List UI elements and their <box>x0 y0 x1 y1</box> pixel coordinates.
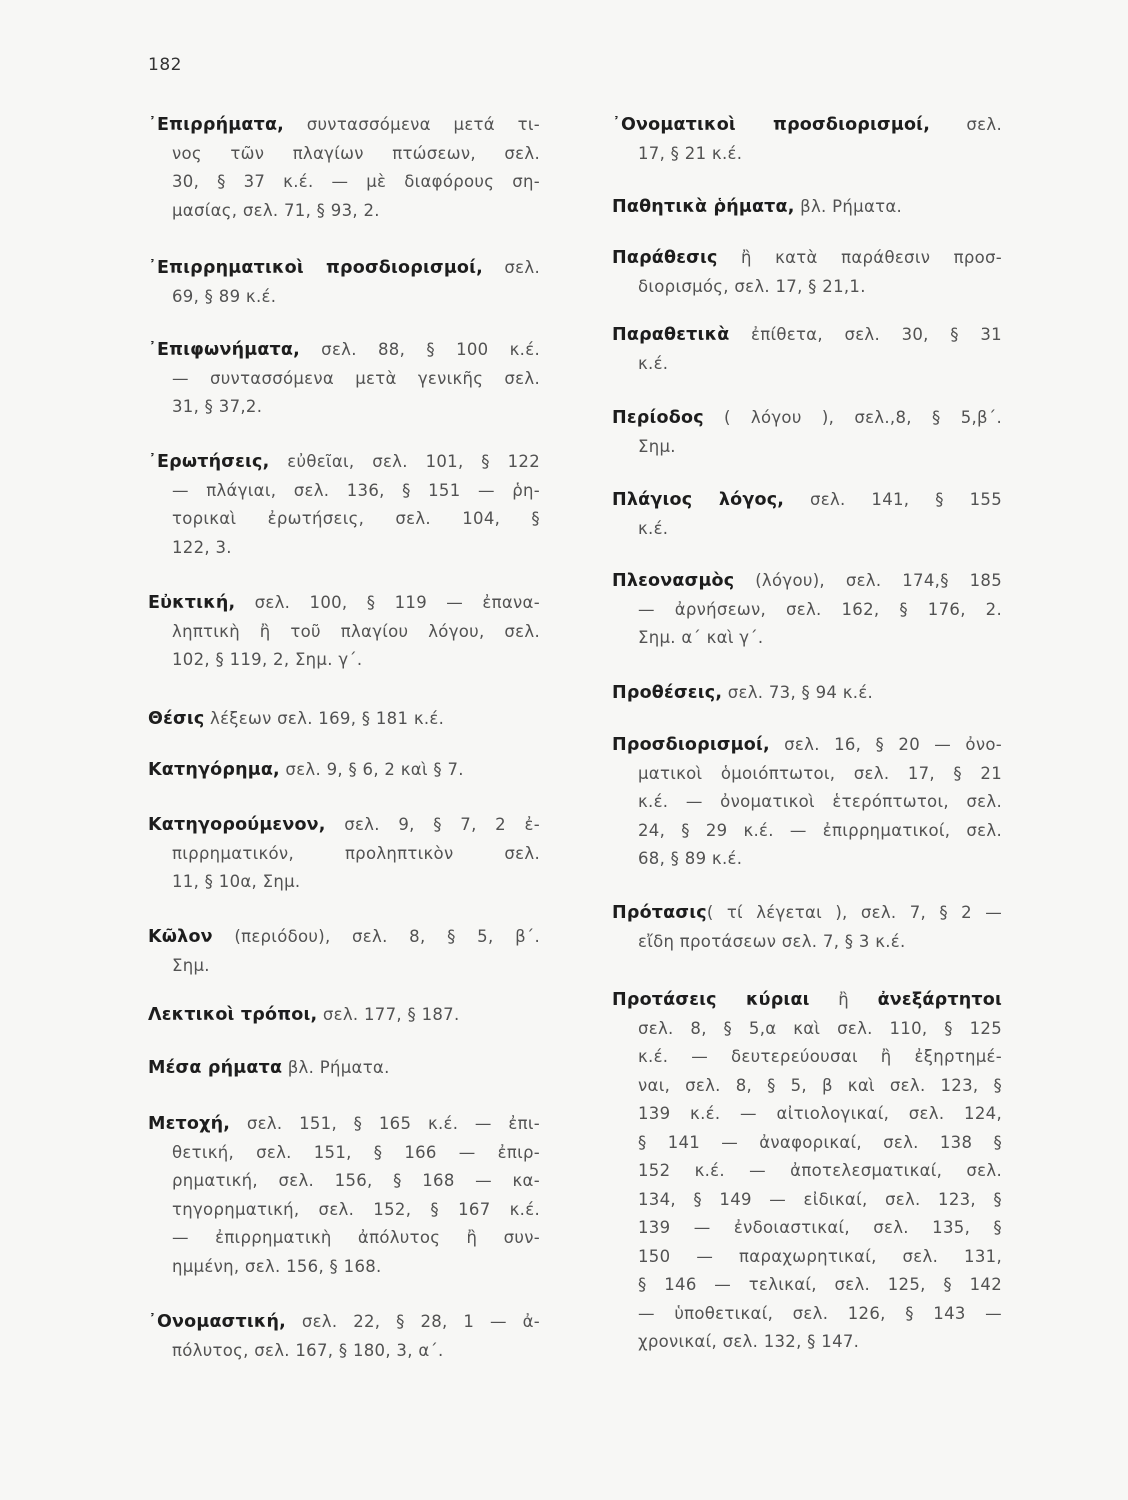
index-text: σελ. <box>930 115 1002 134</box>
index-line: σελ. 8, § 5,α καὶ σελ. 110, § 125 <box>638 1018 1002 1038</box>
index-entry <box>612 899 1002 956</box>
index-line: 68, § 89 κ.έ. <box>638 849 743 868</box>
index-line <box>148 811 540 840</box>
index-line: 31, § 37,2. <box>172 397 263 416</box>
index-headword: Προτάσεις κύριαι <box>612 990 810 1010</box>
index-line: 69, § 89 κ.έ. <box>172 286 277 306</box>
index-headword: ᾿Επιρρηματικοὶ προσδιορισμοί, <box>148 258 484 278</box>
index-text: σελ. 9, § 6, 2 καὶ § 7. <box>279 760 464 779</box>
index-entry <box>148 336 540 422</box>
index-line: 24, § 29 κ.έ. — ἐπιρρηματικοί, σελ. <box>638 820 1002 840</box>
index-entry <box>148 923 540 980</box>
index-line <box>612 486 1002 515</box>
index-line: — ἀρνήσεων, σελ. 162, § 176, 2. <box>638 599 1002 619</box>
index-text: σελ. 22, § 28, 1 — ἀ- <box>286 1312 540 1331</box>
index-column-right <box>612 0 1002 1500</box>
index-entry <box>148 1110 540 1281</box>
index-line: 122, 3. <box>172 537 232 557</box>
index-text: (περιόδου), σελ. 8, § 5, β΄. <box>212 927 540 946</box>
index-line <box>612 986 1002 1015</box>
index-headword: Πλάγιος λόγος, <box>612 490 785 510</box>
index-line: ημμένη, σελ. 156, § 168. <box>172 1256 382 1276</box>
index-entry <box>148 589 540 675</box>
index-entry <box>612 731 1002 874</box>
index-line <box>148 1001 540 1030</box>
index-entry <box>612 486 1002 543</box>
index-headword: Εὐκτική, <box>148 593 236 613</box>
index-line <box>148 705 540 734</box>
index-headword: ᾿Ονομαστική, <box>148 1312 287 1332</box>
index-text: σελ. 9, § 7, 2 ἐ- <box>325 815 540 834</box>
index-text: ἐπίθετα, σελ. 30, § 31 <box>729 325 1002 344</box>
index-entry <box>148 111 540 225</box>
index-line <box>612 193 1002 222</box>
index-line: πιρρηματικόν, προληπτικὸν σελ. <box>172 843 540 863</box>
index-text: ἢ <box>809 990 878 1009</box>
index-headword: Παθητικὰ ῥήματα, <box>612 197 795 217</box>
index-text: σελ. <box>483 258 540 277</box>
index-line <box>148 923 540 952</box>
index-headword: ᾿Ονοματικοὶ προσδιορισμοί, <box>612 115 931 135</box>
index-text: λέξεων σελ. 169, § 181 κ.έ. <box>204 709 445 728</box>
index-headword: Κατηγορούμενον, <box>148 815 326 835</box>
index-text: εὐθεῖαι, σελ. 101, § 122 <box>269 452 540 471</box>
index-line: 30, § 37 κ.έ. — μὲ διαφόρους ση- <box>172 172 540 191</box>
index-line: 11, § 10α, Σημ. <box>172 872 301 891</box>
index-line <box>612 567 1002 596</box>
index-line: ληπτικὴ ἢ τοῦ πλαγίου λόγου, σελ. <box>172 621 540 641</box>
index-headword: Λεκτικοὶ τρόποι, <box>148 1005 318 1025</box>
index-headword: Πλεονασμὸς <box>612 571 735 591</box>
index-line <box>612 321 1002 350</box>
index-line: κ.έ. — ὀνοματικοὶ ἑτερόπτωτοι, σελ. <box>638 792 1002 811</box>
index-text: σελ. 73, § 94 κ.έ. <box>722 683 874 702</box>
index-line: τηγορηματική, σελ. 152, § 167 κ.έ. <box>172 1199 540 1219</box>
page-number: 182 <box>148 55 182 75</box>
index-line: μασίας, σελ. 71, § 93, 2. <box>172 200 380 220</box>
index-line: κ.έ. <box>638 353 669 373</box>
index-line: εἴδη προτάσεων σελ. 7, § 3 κ.έ. <box>638 931 906 951</box>
index-line <box>148 111 540 140</box>
index-line: — ἐπιρρηματικὴ ἀπόλυτος ἢ συν- <box>172 1228 540 1247</box>
index-entry <box>148 1054 540 1083</box>
index-line: 102, § 119, 2, Σημ. γ΄. <box>172 650 363 669</box>
index-line: 17, § 21 κ.έ. <box>638 143 743 163</box>
index-line: 139 κ.έ. — αἰτιολογικαί, σελ. 124, <box>638 1104 1002 1123</box>
index-entry <box>612 404 1002 461</box>
index-entry <box>148 756 540 785</box>
index-column-left <box>148 0 540 1500</box>
index-line <box>148 1110 540 1139</box>
index-line <box>612 404 1002 433</box>
index-line: — ὑποθετικαί, σελ. 126, § 143 — <box>638 1303 1002 1323</box>
index-line: 139 — ἐνδοιαστικαί, σελ. 135, § <box>638 1218 1002 1237</box>
index-entry <box>148 705 540 734</box>
index-headword: Προσδιορισμοί, <box>612 735 770 755</box>
index-entry <box>612 679 1002 708</box>
index-line: — πλάγιαι, σελ. 136, § 151 — ῥη- <box>172 480 540 500</box>
index-headword: ἀνεξάρτητοι <box>877 990 1002 1010</box>
index-line: ματικοὶ ὁμοιόπτωτοι, σελ. 17, § 21 <box>638 763 1002 783</box>
index-line: Σημ. <box>172 955 210 975</box>
index-entry <box>612 193 1002 222</box>
index-headword: Κατηγόρημα, <box>148 760 280 780</box>
index-line: πόλυτος, σελ. 167, § 180, 3, α΄. <box>172 1340 444 1360</box>
index-line: 134, § 149 — εἰδικαί, σελ. 123, § <box>638 1189 1002 1209</box>
index-text: ( λόγου ), σελ.,8, § 5,β΄. <box>703 408 1002 427</box>
index-text: βλ. Ρήματα. <box>282 1058 390 1077</box>
index-text: σελ. 151, § 165 κ.έ. — ἐπι- <box>230 1114 540 1133</box>
index-text: συντασσόμενα μετά τι- <box>284 115 540 134</box>
index-line: θετική, σελ. 151, § 166 — ἐπιρ- <box>172 1142 540 1162</box>
index-text: σελ. 100, § 119 — ἐπανα- <box>235 593 540 612</box>
index-line: § 146 — τελικαί, σελ. 125, § 142 <box>638 1275 1002 1294</box>
index-line <box>612 111 1002 140</box>
index-headword: Μέσα ρήματα <box>148 1058 283 1078</box>
index-line: Σημ. <box>638 436 676 456</box>
index-text: ( τί λέγεται ), σελ. 7, § 2 — <box>706 903 1002 922</box>
index-text: σελ. 177, § 187. <box>317 1005 460 1024</box>
index-line: § 141 — ἀναφορικαί, σελ. 138 § <box>638 1132 1002 1152</box>
index-entry <box>612 321 1002 378</box>
index-line <box>148 336 540 365</box>
index-headword: Παράθεσις <box>612 248 718 268</box>
index-headword: Πρότασις <box>612 903 707 923</box>
index-line <box>148 448 540 477</box>
index-line <box>148 254 540 283</box>
index-entry <box>148 254 540 311</box>
index-entry <box>148 448 540 562</box>
index-entry <box>612 244 1002 301</box>
index-line: ναι, σελ. 8, § 5, β καὶ σελ. 123, § <box>638 1075 1002 1095</box>
index-line <box>612 899 1002 928</box>
index-text: σελ. 16, § 20 — ὀνο- <box>769 735 1002 754</box>
index-line: ρηματική, σελ. 156, § 168 — κα- <box>172 1171 540 1190</box>
index-headword: ᾿Ερωτήσεις, <box>148 452 270 472</box>
index-line <box>148 1308 540 1337</box>
index-line <box>612 244 1002 273</box>
index-entry <box>612 986 1002 1357</box>
index-line: διορισμός, σελ. 17, § 21,1. <box>638 276 866 296</box>
index-text: ἢ κατὰ παράθεσιν προσ- <box>717 248 1002 267</box>
index-headword: Κῶλον <box>148 927 213 947</box>
index-line: — συντασσόμενα μετὰ γενικῆς σελ. <box>172 368 540 388</box>
index-headword: Περίοδος <box>612 408 704 428</box>
index-entry <box>612 111 1002 168</box>
index-headword: Παραθετικὰ <box>612 325 730 345</box>
index-line <box>612 679 1002 708</box>
index-headword: Θέσις <box>148 709 205 729</box>
index-line <box>148 756 540 785</box>
index-line <box>612 731 1002 760</box>
index-line: κ.έ. <box>638 518 669 538</box>
index-line: κ.έ. — δευτερεύουσαι ἢ ἐξηρτημέ- <box>638 1047 1002 1066</box>
index-text: σελ. 141, § 155 <box>784 490 1002 509</box>
index-entry <box>148 1308 540 1365</box>
index-text: (λόγου), σελ. 174,§ 185 <box>734 571 1002 590</box>
index-entry <box>148 1001 540 1030</box>
index-line <box>148 1054 540 1083</box>
index-headword: Προθέσεις, <box>612 683 723 703</box>
index-headword: ᾿Επιφωνήματα, <box>148 340 300 360</box>
index-line: 152 κ.έ. — ἀποτελεσματικαί, σελ. <box>638 1161 1002 1180</box>
index-text: βλ. Ρήματα. <box>794 197 903 216</box>
index-entry <box>612 567 1002 653</box>
index-line: νος τῶν πλαγίων πτώσεων, σελ. <box>172 143 540 163</box>
index-entry <box>148 811 540 897</box>
index-line: 150 — παραχωρητικαί, σελ. 131, <box>638 1246 1002 1266</box>
index-headword: ᾿Επιρρήματα, <box>148 115 285 135</box>
index-line: Σημ. α΄ καὶ γ΄. <box>638 628 764 647</box>
index-headword: Μετοχή, <box>148 1114 231 1134</box>
index-line: τορικαὶ ἐρωτήσεις, σελ. 104, § <box>172 509 540 528</box>
index-line <box>148 589 540 618</box>
index-line: χρονικαί, σελ. 132, § 147. <box>638 1332 860 1351</box>
index-text: σελ. 88, § 100 κ.έ. <box>299 340 540 359</box>
